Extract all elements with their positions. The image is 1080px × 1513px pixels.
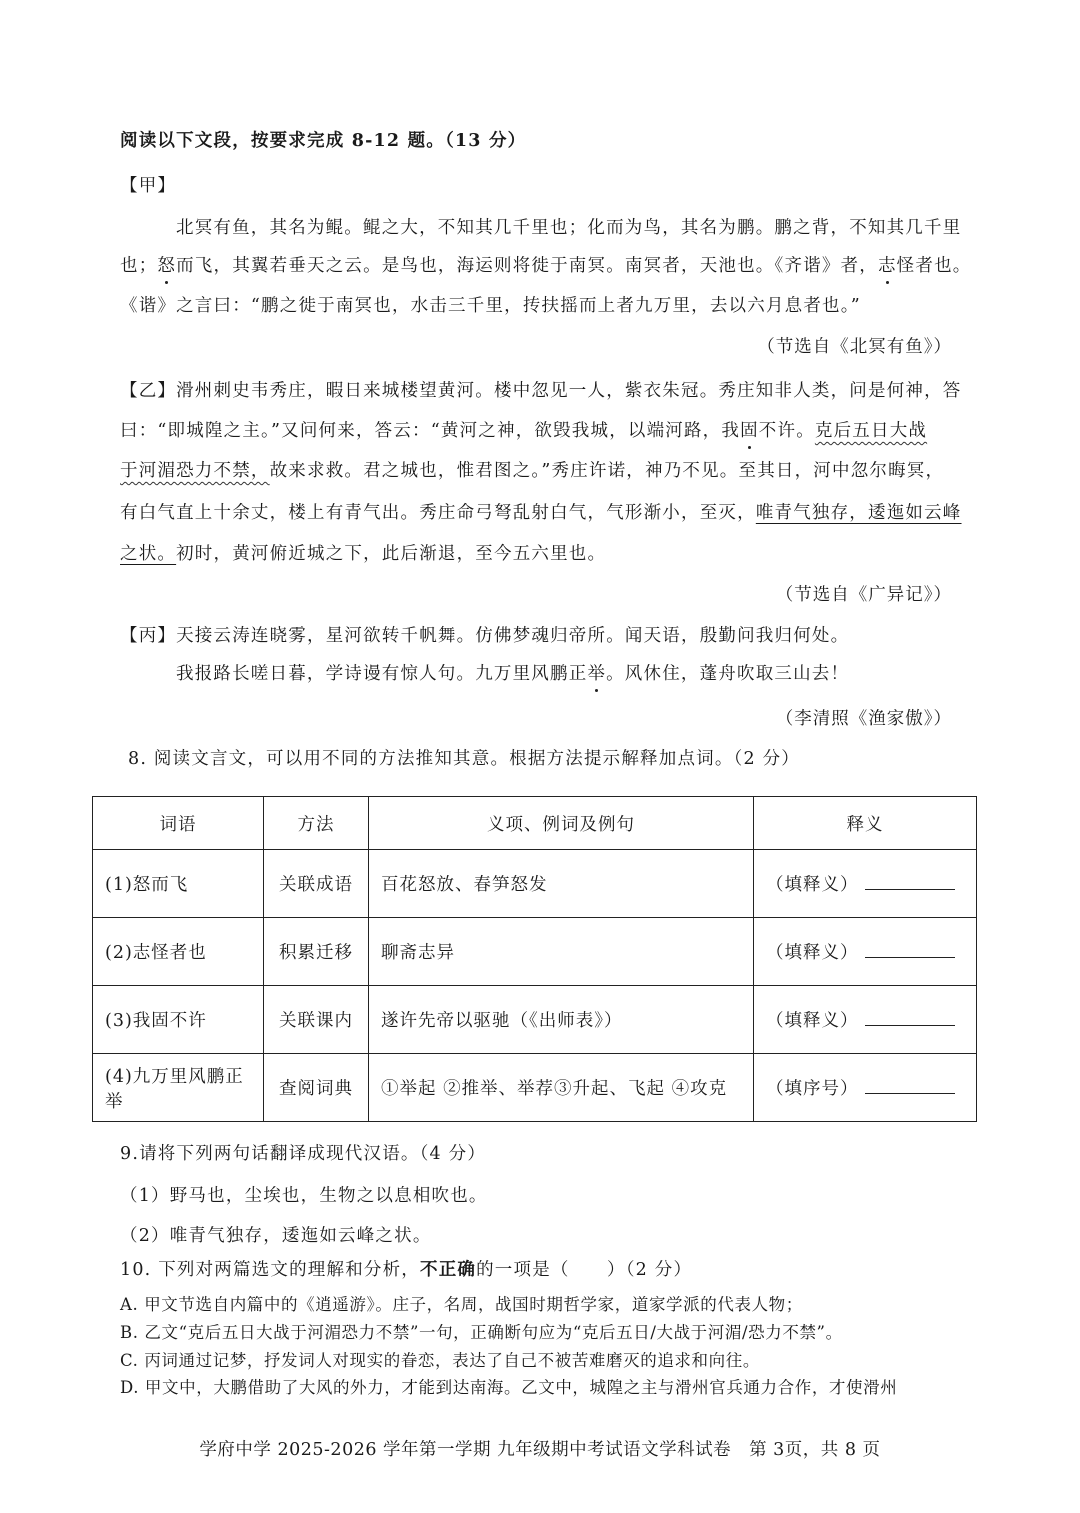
page-footer: 学府中学 2025-2026 学年第一学期 九年级期中考试语文学科试卷 第 3页，共 8 页 <box>199 1440 881 1460</box>
text: 曰：“即城隍之主。”又问何来，答云：“黄河之神，欲毁我城，以端河路，我 <box>120 421 741 441</box>
wavy-underlined-text: 于河湄恐力不禁， <box>120 461 270 481</box>
passage-yi-line <box>120 499 962 524</box>
question-9-prompt: 9.请将下列两句话翻译成现代汉语。（4 分） <box>120 1144 487 1164</box>
question-8-prompt: 8. 阅读文言文，可以用不同的方法推知其意。根据方法提示解释加点词。（2 分） <box>128 749 801 769</box>
passage-yi-line <box>120 540 606 565</box>
word-cell: (3)我固不许 <box>93 986 264 1054</box>
table-row <box>93 918 977 986</box>
section-heading: 阅读以下文段，按要求完成 8-12 题。（13 分） <box>120 131 527 151</box>
dotted-char: 怒 <box>157 252 176 277</box>
text: 有白气直上十余丈，楼上有青气出。秀庄命弓弩乱射白气，气形渐小，至灭， <box>120 503 756 523</box>
answer-cell[interactable] <box>754 986 977 1054</box>
passage-bing-line <box>176 660 849 685</box>
answer-cell[interactable] <box>754 850 977 918</box>
text: 我报路长嗟日暮，学诗谩有惊人句。九万里风鹏正 <box>176 664 588 684</box>
table-header: 释义 <box>754 797 977 850</box>
passage-bing-line: 【丙】天接云涛连晓雾，星河欲转千帆舞。仿佛梦魂归帝所。闻天语，殷勤问我归何处。 <box>120 626 850 646</box>
table-row <box>93 1054 977 1122</box>
table-header: 方法 <box>264 797 369 850</box>
word-cell: (2)志怪者也 <box>93 918 264 986</box>
table-header-row <box>93 797 977 850</box>
answer-blank[interactable] <box>865 873 955 890</box>
passage-yi-line: 【乙】滑州刺史韦秀庄，暇日来城楼望黄河。楼中忽见一人，紫衣朱冠。秀庄知非人类，问是何神，答 <box>120 381 962 401</box>
word-cell: (1)怒而飞 <box>93 850 264 918</box>
dotted-char: 固 <box>740 417 759 442</box>
passage-jia-line: 北冥有鱼，其名为鲲。鲲之大，不知其几千里也；化而为鸟，其名为鹏。鹏之背，不知其几千里 <box>176 218 962 238</box>
example-cell: 遂许先帝以驱驰（《出师表》） <box>369 986 754 1054</box>
answer-hint: （填释义） <box>766 943 859 963</box>
text: 怪者也。 <box>896 256 972 276</box>
option-b: B. 乙文“克后五日大战于河湄恐力不禁”一句，正确断句应为“克后五日/大战于河湄/恐力不禁”。 <box>120 1323 843 1342</box>
passage-jia-source: （节选自《北冥有鱼》） <box>757 337 952 357</box>
underlined-text: 唯青气独存，逶迤如云峰 <box>755 503 962 523</box>
answer-blank[interactable] <box>865 941 955 958</box>
word-cell: (4)九万里风鹏正举 <box>93 1054 264 1122</box>
emphasis-text: 不正确 <box>420 1260 477 1280</box>
method-cell: 关联成语 <box>264 850 369 918</box>
text: 的一项是（ ）（2 分） <box>476 1260 693 1280</box>
text: 。风休住，蓬舟吹取三山去！ <box>606 664 850 684</box>
table-row <box>93 850 977 918</box>
underlined-text: 之状。 <box>120 544 177 564</box>
dotted-char: 志 <box>878 252 897 277</box>
question-9-item: （2）唯青气独存，逶迤如云峰之状。 <box>120 1226 432 1246</box>
passage-bing-source: （李清照《渔家傲》） <box>775 709 952 729</box>
passage-yi-line <box>120 417 927 442</box>
text: 故来求救。君之城也，惟君图之。”秀庄许诺，神乃不见。至其日，河中忽尔晦冥， <box>269 461 945 481</box>
method-cell: 查阅词典 <box>264 1054 369 1122</box>
text: 10. 下列对两篇选文的理解和分析， <box>120 1260 420 1280</box>
question-9-item: （1）野马也，尘埃也，生物之以息相吹也。 <box>120 1186 488 1206</box>
answer-cell[interactable] <box>754 1054 977 1122</box>
question-10-prompt <box>120 1256 692 1281</box>
option-d: D. 甲文中，大鹏借助了大风的外力，才能到达南海。乙文中，城隍之主与滑州官兵通力合作，才使滑州 <box>120 1378 898 1397</box>
example-cell: ①举起 ②推举、举荐③升起、飞起 ④攻克 <box>369 1054 754 1122</box>
table-row <box>93 986 977 1054</box>
option-a: A. 甲文节选自内篇中的《逍遥游》。庄子，名周，战国时期哲学家，道家学派的代表人物； <box>120 1295 803 1314</box>
passage-yi-source: （节选自《广异记》） <box>775 585 952 605</box>
passage-yi-line <box>120 457 944 482</box>
method-cell: 积累迁移 <box>264 918 369 986</box>
table-header: 义项、例词及例句 <box>369 797 754 850</box>
question-8-table <box>92 796 977 1122</box>
answer-blank[interactable] <box>865 1009 955 1026</box>
dotted-char: 举 <box>587 660 606 685</box>
answer-hint: （填释义） <box>766 1011 859 1031</box>
method-cell: 关联课内 <box>264 986 369 1054</box>
passage-jia-line: 《谐》之言曰：“鹏之徙于南冥也，水击三千里，抟扶摇而上者九万里，去以六月息者也。” <box>120 296 861 316</box>
wavy-underlined-text: 克后五日大战 <box>814 421 928 441</box>
answer-cell[interactable] <box>754 918 977 986</box>
passage-jia-line <box>120 252 971 277</box>
answer-hint: （填释义） <box>766 875 859 895</box>
table-header: 词语 <box>93 797 264 850</box>
text: 而飞，其翼若垂天之云。是鸟也，海运则将徙于南冥。南冥者，天池也。《齐谐》者， <box>176 256 878 276</box>
example-cell: 聊斋志异 <box>369 918 754 986</box>
answer-blank[interactable] <box>865 1077 955 1094</box>
passage-jia-label: 【甲】 <box>120 176 177 196</box>
text: 也； <box>120 256 158 276</box>
answer-hint: （填序号） <box>766 1079 859 1099</box>
option-c: C. 丙词通过记梦，抒发词人对现实的眷恋，表达了自己不被苦难磨灭的追求和向往。 <box>120 1351 760 1370</box>
text: 不许。 <box>758 421 815 441</box>
text: 初时，黄河俯近城之下，此后渐退，至今五六里也。 <box>176 544 607 564</box>
example-cell: 百花怒放、春笋怒发 <box>369 850 754 918</box>
